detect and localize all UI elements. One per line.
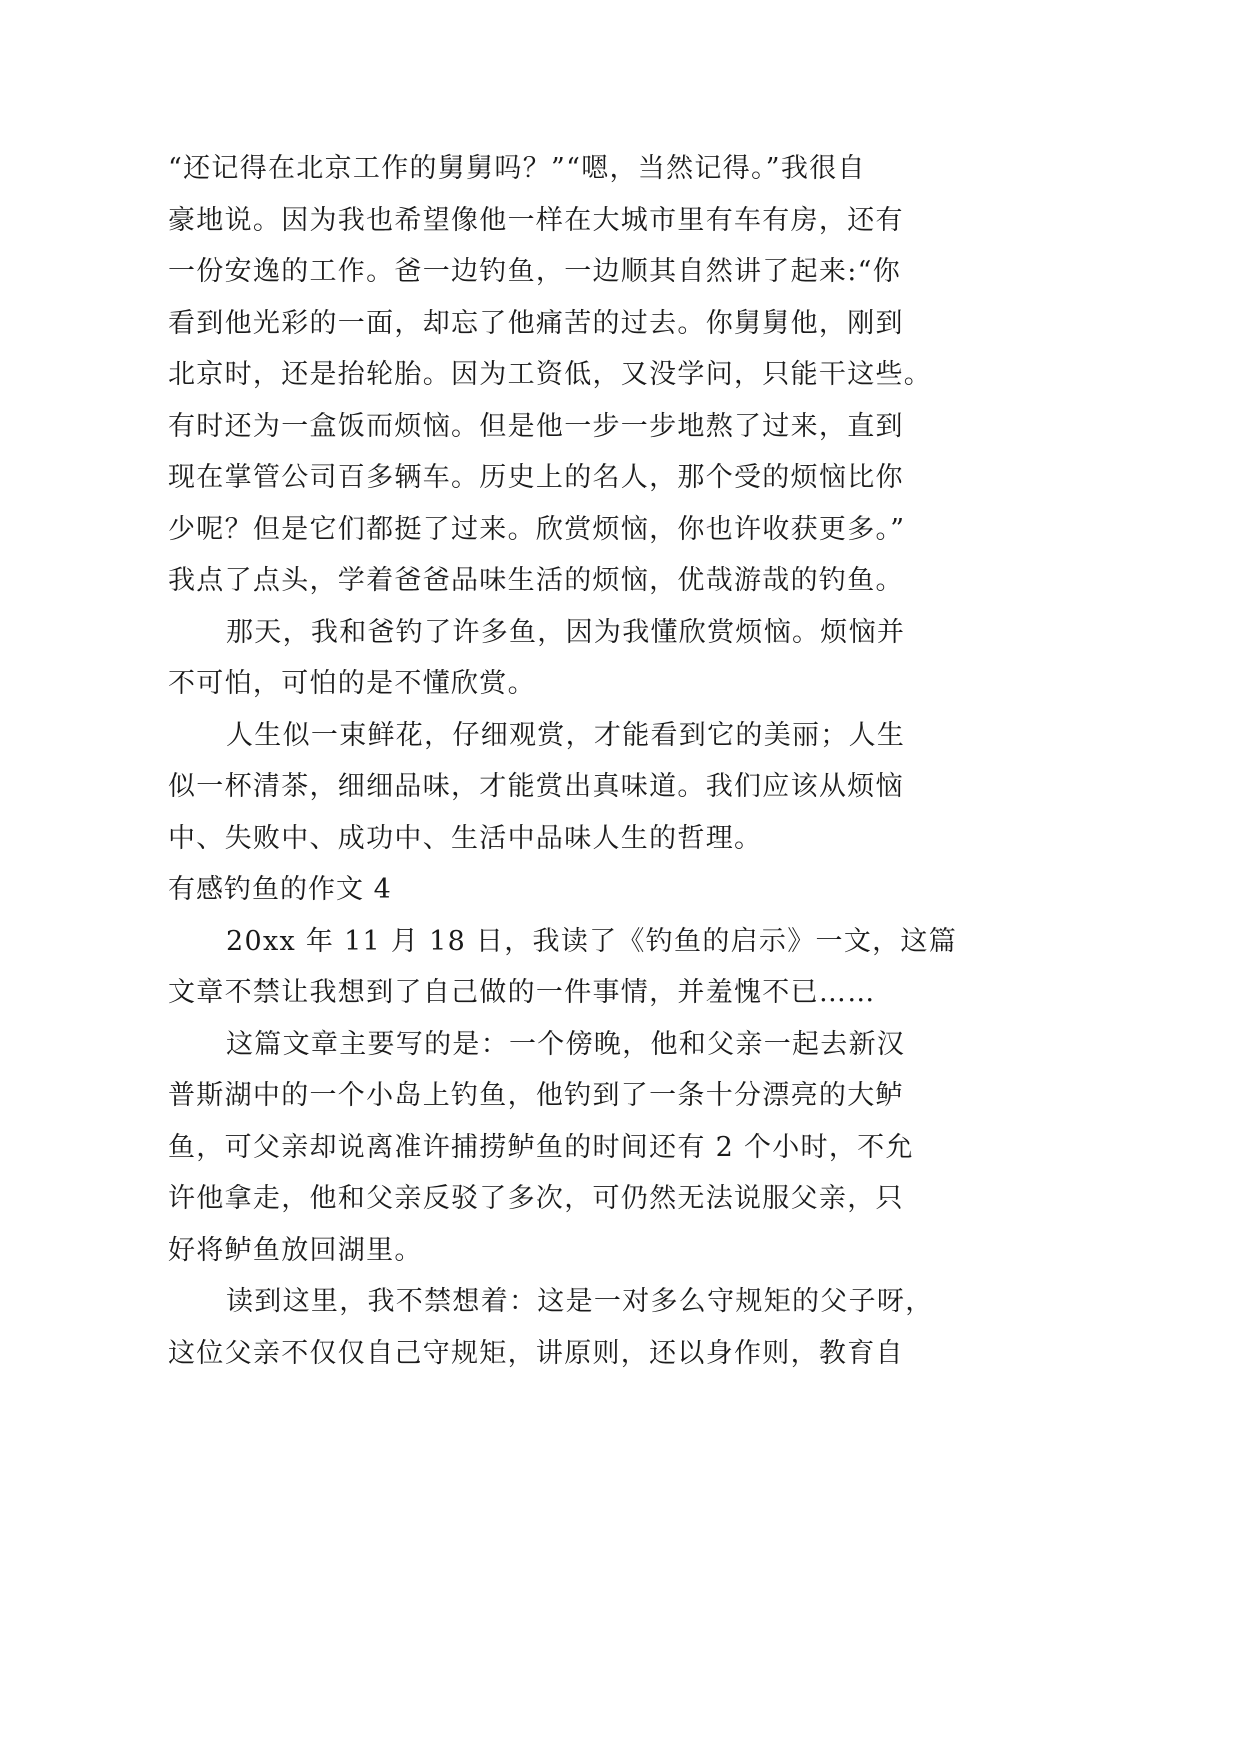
text-line: 文章不禁让我想到了自己做的一件事情，并羞愧不已…… (168, 977, 876, 1008)
paragraph-start-line: 读到这里，我不禁想着：这是一对多么守规矩的父子呀， (226, 1286, 934, 1317)
section-heading: 有感钓鱼的作文 4 (168, 874, 392, 905)
paragraph-start-line: 那天，我和爸钓了许多鱼，因为我懂欣赏烦恼。烦恼并 (226, 616, 906, 648)
text-line: 有时还为一盒饭而烦恼。但是他一步一步地熬了过来，直到 (168, 410, 904, 442)
text-line: “还记得在北京工作的舅舅吗？”“嗯，当然记得。”我很自 (168, 153, 866, 184)
text-line: 现在掌管公司百多辆车。历史上的名人，那个受的烦恼比你 (168, 462, 904, 493)
text-line: 不可怕，可怕的是不懂欣赏。 (168, 668, 536, 699)
text-line: 普斯湖中的一个小岛上钓鱼，他钓到了一条十分漂亮的大鲈 (168, 1080, 904, 1111)
paragraph-start-line: 20xx 年 11 月 18 日，我读了《钓鱼的启示》一文，这篇 (226, 925, 958, 957)
paragraph-start-line: 人生似一束鲜花，仔细观赏，才能看到它的美丽；人生 (226, 719, 906, 751)
document-body (168, 143, 958, 1379)
text-line: 鱼，可父亲却说离准许捕捞鲈鱼的时间还有 2 个小时，不允 (168, 1131, 914, 1163)
text-line: 许他拿走，他和父亲反驳了多次，可仍然无法说服父亲，只 (168, 1183, 904, 1214)
text-line: 好将鲈鱼放回湖里。 (168, 1234, 423, 1266)
text-line: 北京时，还是抬轮胎。因为工资低，又没学问，只能干这些。 (168, 359, 933, 390)
text-line: 似一杯清茶，细细品味，才能赏出真味道。我们应该从烦恼 (168, 771, 904, 802)
text-line: 看到他光彩的一面，却忘了他痛苦的过去。你舅舅他，刚到 (168, 307, 904, 339)
text-line: 一份安逸的工作。爸一边钓鱼，一边顺其自然讲了起来:“你 (168, 256, 901, 287)
paragraph-start-line: 这篇文章主要写的是：一个傍晚，他和父亲一起去新汉 (226, 1028, 906, 1060)
text-line: 中、失败中、成功中、生活中品味人生的哲理。 (168, 822, 763, 854)
text-line: 这位父亲不仅仅自己守规矩，讲原则，还以身作则，教育自 (168, 1337, 904, 1369)
text-line: 豪地说。因为我也希望像他一样在大城市里有车有房，还有 (168, 204, 904, 236)
text-line: 少呢？但是它们都挺了过来。欣赏烦恼，你也许收获更多。” (168, 513, 906, 545)
text-line: 我点了点头，学着爸爸品味生活的烦恼，优哉游哉的钓鱼。 (168, 565, 904, 596)
